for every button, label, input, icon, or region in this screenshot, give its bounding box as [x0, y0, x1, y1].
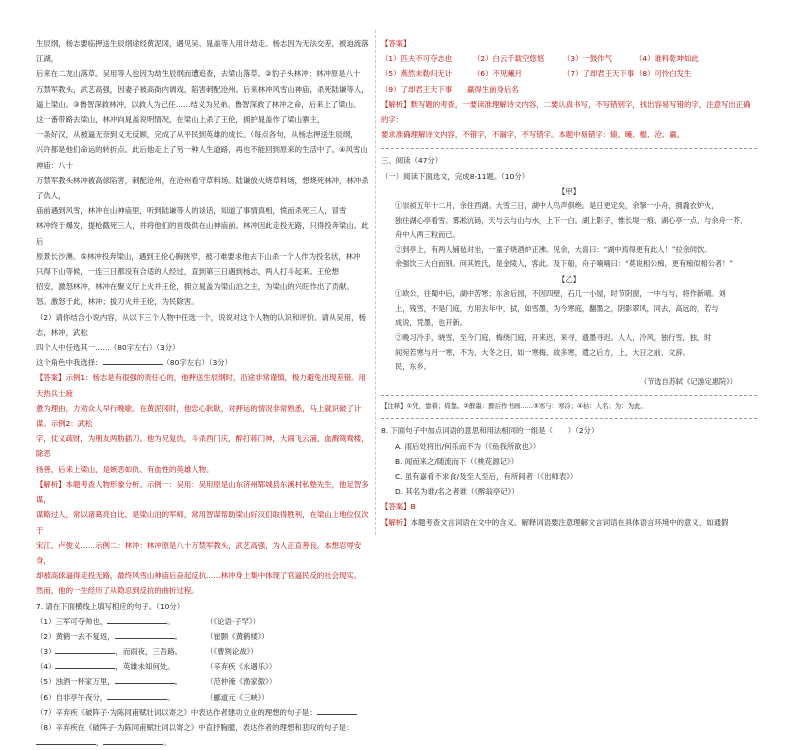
answer-row: [381, 66, 757, 81]
poem-post: 。: [174, 677, 183, 687]
analysis-line-text: 却被高俅逼得走投无路，最终风雪山神庙后奋起反抗……林冲身上集中体现了官逼民反的社会现实。: [36, 571, 362, 581]
poem-number: （6）: [36, 692, 56, 702]
yi-text: [381, 287, 757, 375]
poem-blank[interactable]: [107, 615, 167, 624]
poem-line: [36, 614, 206, 629]
answer-block: [36, 370, 372, 476]
answer-line: [36, 462, 372, 477]
story-line: 这一番带路去梁山，林冲向晁盖说明情况，在梁山上杀了王伦，拥护晁盖作了梁山寨主，: [36, 115, 325, 125]
right-analysis-text: 要求准确理解诗文内容，不错字，不漏字，不写错字。本题中易错字：辕、曦、槛、沧、赢。: [381, 130, 685, 140]
yi-line: ①欧公，往蜀中后，湖中苦寒；东舍后园，不因四壁，石几一小屋，时节阴窗，一中与与，将作新晴。刘: [395, 289, 726, 299]
poem-source: （郦道元《三峡》）: [206, 692, 269, 702]
poem-post: ，英雄未知何处。: [115, 662, 175, 672]
story-line: 林冲终于爆发，提枪戳死三人，并将他们的首级供在山神庙前。林冲因此走投无路，只得投奔梁山。此后: [36, 221, 369, 246]
poem-row: [36, 614, 372, 629]
left-column: [36, 36, 372, 750]
q2-line: （2）请你结合小说内容，从以下三个人物中任选一个，说说对这个人物的认识和评价。请从吴用，杨志，林冲，武松: [36, 312, 366, 337]
poem-pre: 三军可夺帅也，: [55, 616, 108, 626]
q2-blank[interactable]: [103, 356, 163, 365]
question-7-title: 7. 请在下面横线上填写相应的句子。（10分）: [36, 601, 185, 611]
story-line: 庙前遇到风雪，林冲在山神庙里，听到陆谦等人的谈话，知道了事情真相，愤而杀死三人，冒雪: [36, 206, 347, 216]
poem-blank[interactable]: [115, 675, 175, 684]
question-7-7: [36, 705, 372, 720]
q2-blank-label: 这个角色中我选择：: [36, 358, 103, 368]
story-line: 怒。激怒于此，林冲；拔刀火并王伦，为民除害。: [36, 297, 199, 307]
poem-source: （范仲淹《渔家傲》）: [206, 677, 277, 687]
analysis-line: [36, 477, 372, 507]
q7-8-blank-1[interactable]: [36, 736, 96, 745]
analysis-line-text: 然而，他的一生经历了从隐忍到反抗的曲折过程。: [36, 586, 199, 596]
poem-row: [36, 690, 372, 705]
q7-7-text: （7）辛弃疾《破阵子·为陈同甫赋壮词以寄之》中表达作者建功立业的理想的句子是：: [36, 707, 317, 717]
answer-cell: （4）谁料乾坤如此: [635, 54, 699, 64]
note-rule-2: [381, 418, 757, 419]
answer-line: [36, 431, 372, 461]
poem-line: [36, 659, 206, 674]
answer-cell: （5）燕然未勒归无计: [381, 69, 453, 79]
q8-option: C. 虽有嘉肴不求食/及至人至后，有所间者（《出师表》）: [395, 471, 578, 481]
answer-cell: （7）了却君王天下事: [563, 69, 635, 79]
poem-source: （崔颢《黄鹤楼》）: [206, 631, 269, 641]
q8-analysis-tag: 【解析】: [381, 517, 411, 527]
story-line: 只得下山等候，一连三日都没有合适的人经过，直到第三日遇到杨志，两人打斗起来。王伦想: [36, 267, 340, 277]
q8-analysis: [381, 515, 757, 530]
jia-line: 舟中人两三粒而已。: [395, 230, 460, 240]
story-line: 后来在二龙山落草。吴用等人也因为劫生辰纲而遭追查，去梁山落草。②豹子头林冲：林冲原是八十: [36, 69, 361, 79]
poem-blank[interactable]: [55, 660, 115, 669]
jia-line: ②到亭上，有两人铺毡对坐，一童子烧酒炉正沸。见余，大喜曰：“湖中焉得更有此人！”拉余同饮。: [395, 244, 712, 254]
answer-line: [36, 401, 372, 431]
answer-line-text: 示例1：杨志是有很强的责任心的，他押送生辰纲时，沿途非常谨慎，极力避免出现差错。用天热兵士疲: [36, 373, 366, 398]
story-line: 招安，激怒林冲，林冲在聚义厅上火并王伦，拥立晁盖为梁山泊之主，为梁山的兴旺作出了贡献。: [36, 282, 354, 292]
poem-number: （4）: [36, 662, 56, 672]
answer-cell: （6）不见曦月: [473, 69, 523, 79]
poem-number: （2）: [36, 631, 56, 641]
question-7-8: [36, 720, 372, 735]
q7-7-blank[interactable]: [317, 706, 357, 715]
right-column: [381, 36, 757, 530]
q8-answer: [381, 499, 757, 514]
poem-source: （《论语·子罕》）: [206, 616, 261, 626]
right-analysis-line: [381, 97, 757, 127]
poem-pre: 自非亭午夜分，: [55, 692, 108, 702]
poem-post: 。: [167, 692, 175, 702]
poem-line: [36, 644, 206, 659]
poem-row: [36, 644, 372, 659]
yi-line: ②晚习冷手，晓雪，至今门庭，梅绕门庭，开来迟，来寻，遗墨寻迟。人人，冷风，独行雪，独，时: [395, 332, 712, 342]
poem-line: [36, 674, 206, 689]
jia-line: 余强饮三大白而别。问其姓氏，是金陵人，客此。及下船，舟子喃喃曰：“莫说相公痴，更有痴似相公者！”: [395, 259, 733, 269]
q8-answer-tag: 【答案】: [381, 502, 411, 512]
q8-option: A. 雨后处将出/何乐而不为（《鱼我所欲也》）: [395, 441, 541, 451]
section-rule: [381, 148, 757, 149]
section-title: 三、阅读（47分）: [381, 156, 443, 166]
question-8: 8. 下面句子中加点词语的意思和用法相同的一组是（ ）（2分）: [381, 426, 599, 436]
right-answer-label: [381, 36, 757, 51]
poem-list: [36, 614, 372, 705]
analysis-line: [36, 568, 372, 583]
poem-line: [36, 690, 206, 705]
poem-source: （《曹刿论战》）: [206, 647, 258, 657]
yi-line: 上，残雪，不是门庭，方用去年中，拭，如雪墨，为今寒庭，翻墨之，阴影翠风，同去，高远的，若与: [395, 303, 719, 313]
poem-row: [36, 659, 372, 674]
yi-title: 【乙】: [557, 274, 581, 284]
yi-line: 民，东乡。: [395, 362, 431, 372]
question-2: [36, 310, 372, 356]
analysis-line: [36, 538, 372, 568]
analysis-line: [36, 583, 372, 598]
poem-number: （1）: [36, 616, 56, 626]
answer-row-3: （9）了却君王天下事 赢得生前身后名: [381, 84, 519, 94]
poem-post: 。: [167, 616, 175, 626]
part-one-title: （一）阅读下面选文，完成8-11题。（10分）: [381, 171, 530, 181]
q8-option: B. 闻而来之/随流而下（《桃花源记》）: [395, 456, 519, 466]
right-analysis-line: [381, 127, 757, 142]
poem-pre: 黄鹤一去不复返，: [55, 631, 115, 641]
story-line: 万禁军教头，武艺高强，因妻子被高衙内调戏，陷害刺配沧州。后来林冲风雪山神庙，杀死陆谦等人，: [36, 84, 369, 94]
q2-blank-suffix: （80字左右）（3分）: [162, 358, 233, 368]
analysis-block: [36, 477, 372, 599]
story-line: 万禁军教头林冲被高俅陷害，刺配沧州，在沧州看守草料场。陆谦放火烧草料场，想烧死林冲，林冲杀了仇人，: [36, 175, 369, 201]
yi-line: 成说，凭墨，也开新。: [395, 318, 467, 328]
answer-line-text: 扬善，后来上梁山，是嫉恶如仇、有血性的英雄人物。: [36, 464, 214, 474]
poem-line: [36, 629, 206, 644]
story-line: 一条好汉，从被逼无奈到义无反顾，完成了从平民到英雄的成长。（每点各句，从杨志押送生辰纲，: [36, 130, 358, 140]
answer-cell: （8）可怜白发生: [635, 69, 692, 79]
question-2-blank-line: [36, 355, 372, 370]
poem-number: （5）: [36, 677, 56, 687]
right-answers: [381, 51, 757, 81]
column-divider: [375, 30, 376, 535]
note-rule: [381, 395, 757, 396]
story-line: 原景长沙澳。⑤林冲投奔梁山，遇到王伦心胸狭窄，被刁难要求他去下山杀一个人作为投名状，林冲: [36, 251, 361, 261]
analysis-line: [36, 507, 372, 537]
notes: 【注释】①凭，靠着；倚靠。②醉墨：醉后作书画……③寒与：寒冷；④枯：人名；为：为此。: [381, 402, 647, 411]
q2-line: 四个人中任选其一……（80字左右）（3分）: [36, 343, 180, 353]
analysis-tag: 【解析】: [36, 479, 66, 489]
answer-line-text: 惫为理由，力劝众人早行晚歇。在黄泥冈时，他忠心耿耿，对押运的情况非常熟悉，马上就识破了计谋。示例2：武松: [36, 403, 362, 429]
analysis-line-text: 宋江、卢俊义……示例二：林冲：林冲原是八十万禁军教头，武艺高强，为人正直善良，本想忍辱安身，: [36, 540, 362, 565]
answer-line: [36, 370, 372, 400]
jia-text: [381, 199, 757, 272]
jia-line: ①崇祯五年十二月，余住西湖。大雪三日，湖中人鸟声俱绝。是日更定矣，余拏一小舟，拥毳衣炉火，: [395, 201, 719, 210]
answer-line-text: 字，仗义疏财，为朋友两肋插刀。他为兄复仇，斗杀西门庆，醉打蒋门神，大闹飞云浦，血溅鸳鸯楼，除恶: [36, 434, 369, 459]
jia-title: 【甲】: [557, 186, 581, 196]
question-7-8-blanks: ， 。: [36, 735, 372, 750]
poem-row: [36, 629, 372, 644]
poem-blank[interactable]: [55, 645, 115, 654]
q7-8-blank-2[interactable]: [103, 736, 163, 745]
poem-row: [36, 674, 372, 689]
answer-tag: 【答案】: [36, 373, 66, 383]
poem-source: （辛弃疾《永遇乐》）: [206, 662, 277, 672]
poem-pre: 浊酒一杯家万里，: [55, 677, 115, 687]
q8-analysis-text: 本题考查文言词语在文中的含义。解释词语要注意理解文言词语在具体语言环境中的意义，如通假: [410, 517, 729, 527]
right-analysis-text: 默写题的考查，一要读准理解诗文内容，二要认真书写，不写错别字，找出容易写错的字，注意写出正确的字：: [381, 99, 751, 124]
poem-blank[interactable]: [115, 630, 175, 639]
answer-cell: （3）一鼓作气: [563, 54, 613, 64]
answer-cell: （2）白云千载空悠悠: [473, 54, 545, 64]
q8-answer-value: B: [410, 502, 416, 512]
q8-options: [381, 439, 757, 500]
story-line: 逼上梁山。③鲁智深救林冲，以救人为己任……结义为兄弟。鲁智深救了林冲之命，后来上了梁山。: [36, 99, 361, 109]
yi-line: 间宛若寒与月一寒，不为，大冬之日，如一寒梅，故多寒，遣之后方，上，大日之前，文辞。: [395, 347, 690, 357]
poem-blank[interactable]: [107, 691, 167, 700]
story-line: 兴许都是他们命运的转折点。此后他走上了另一种人生道路，再也不能回到原来的生活中了。④风雪山神庙：八十: [36, 145, 368, 170]
q8-option: D. 其名为谁/名之者谁（《醉翁亭记》）: [395, 487, 519, 497]
q7-8-text: （8）辛弃疾在《破阵子·为陈同甫赋壮词以寄之》中直抒胸臆，表达作者的理想和悲叹的句子是：: [36, 723, 354, 733]
analysis-line-text: 本题考查人物形象分析。示例一：吴用：吴用原是山东济州郓城县东溪村私塾先生，他足智多谋，: [36, 479, 369, 505]
story-line: 生辰纲，杨志要临押送生辰纲途经黄泥冈，遇见吴、晁盖等人用计劫走。杨志因为无法交差，被迫流落江湖，: [36, 39, 369, 64]
analysis-line-text: 谋略过人，常以诸葛亮自比，是梁山泊的军师，常用智谋帮助梁山好汉们取得胜利，在梁山上地位仅次于: [36, 510, 369, 535]
poem-post: ，而雨夜，三吾路。: [115, 647, 183, 657]
poem-number: （3）: [36, 647, 56, 657]
yi-citation: （节选自苏轼《记游定惠院》）: [639, 376, 737, 386]
jia-line: 独往湖心亭看雪。雾凇沆砀，天与云与山与水，上下一白。湖上影子，惟长堤一痕、湖心亭一点、与余舟一芥、: [395, 215, 748, 225]
q7-8-end: 。: [163, 738, 171, 748]
answer-tag: 【答案】: [381, 39, 411, 48]
story-text: [36, 36, 372, 310]
poem-post: 。: [174, 631, 183, 641]
answer-cell: （1）匹夫不可夺志也: [381, 54, 453, 64]
right-analysis: [381, 97, 757, 143]
right-analysis-tag: 【解析】: [381, 99, 411, 109]
answer-row: [381, 51, 757, 66]
